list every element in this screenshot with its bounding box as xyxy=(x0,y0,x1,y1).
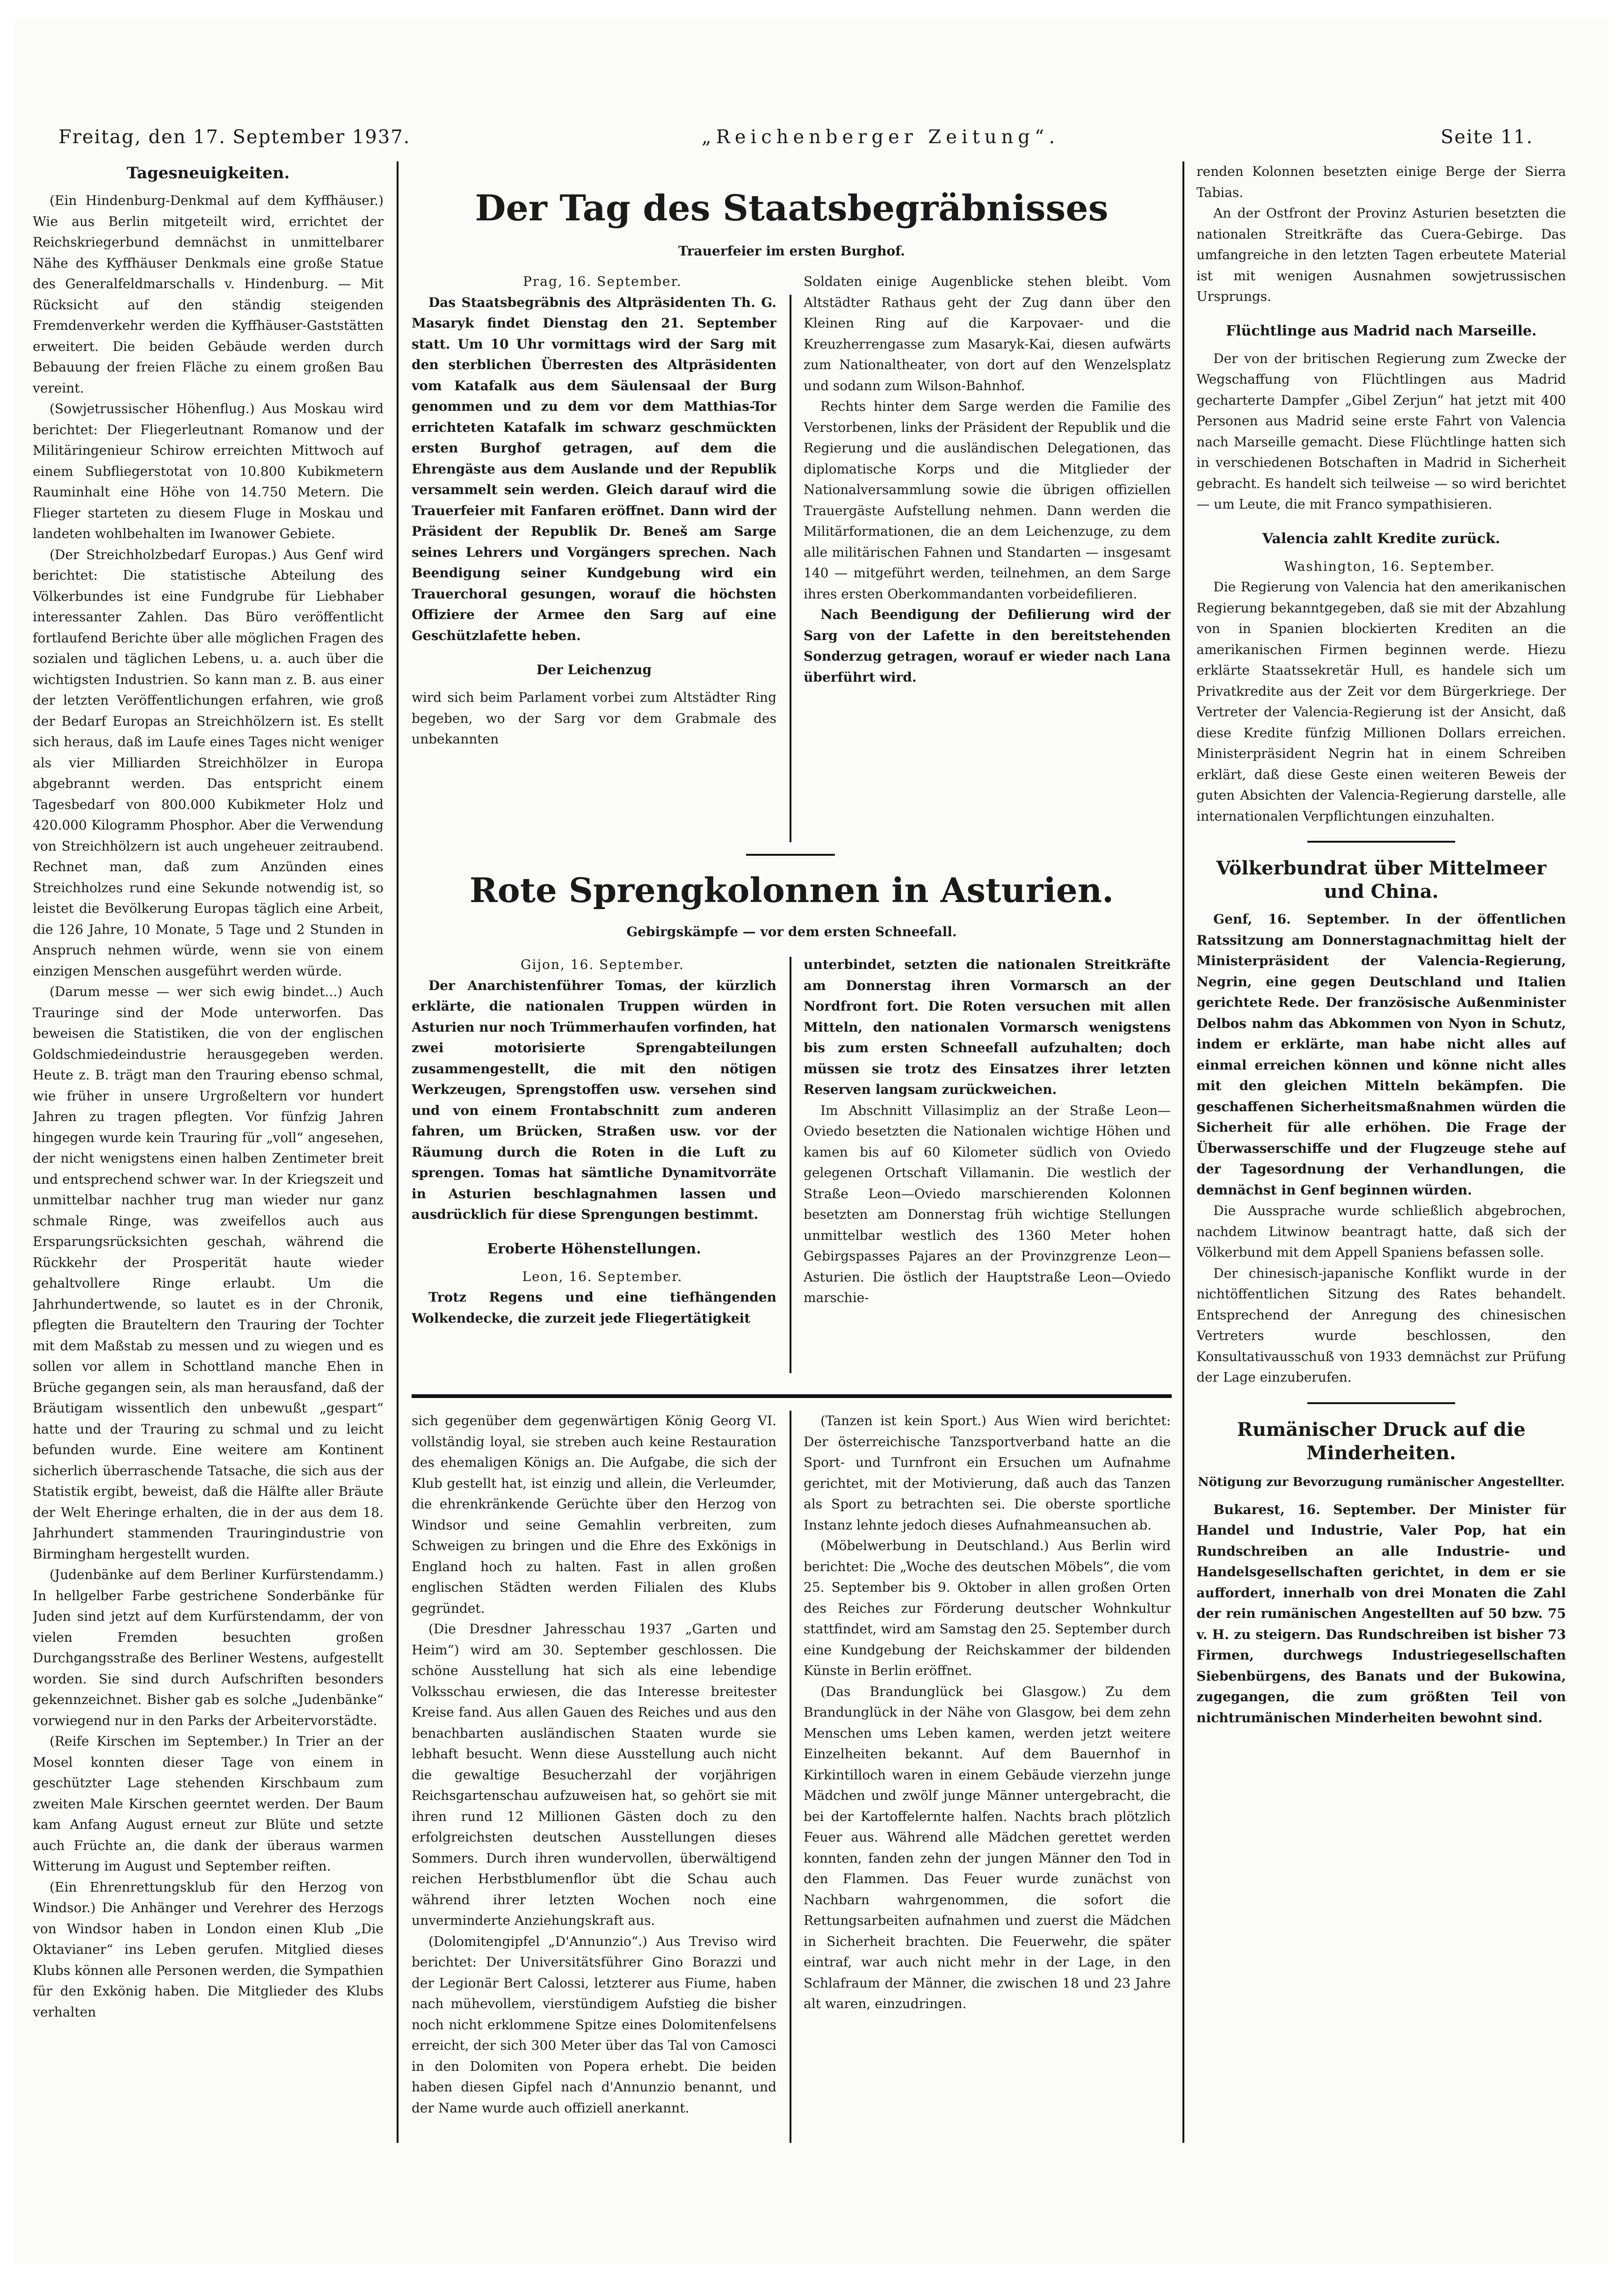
article-column xyxy=(804,954,1171,1380)
column-foreign-news xyxy=(1196,161,1566,2145)
article-paragraph: Die Aussprache wurde schließlich abgebrochen, nachdem Litwinow beantragt hatte, daß sich der Völkerbund mit dem Appell Spaniens befassen solle. xyxy=(1196,1203,1566,1260)
section-title: Valencia zahlt Kredite zurück. xyxy=(1262,530,1501,547)
column-rule xyxy=(790,957,791,1373)
article-paragraph: wird sich beim Parlament vorbei zum Altstädter Ring begeben, wo der Sarg vor dem Grabmale des unbekannten xyxy=(412,690,776,747)
article-title: Der Tag des Staatsbegräbnisses xyxy=(475,187,1109,229)
article-paragraph: Trotz Regens und eine tiefhängenden Wolkendecke, die zurzeit jede Fliegertätigkeit xyxy=(412,1289,776,1326)
news-item: (Dolomitengipfel „D'Annunzio“.) Aus Treviso wird berichtet: Der Universitätsführer Gino Borazzi und der Legionär Bert Calossi, letzterer aus Fiume, haben nach mühevollem, vierstündigem Aufstieg die bisher noch nicht erklommene Spitze eines Dolomitenfelsens erreicht, der sich 300 Meter über das Tal von Camosci in den Dolomiten von Popera erhebt. Die beiden haben diesen Gipfel nach d'Annunzio benannt, und der Name wurde auch offiziell anerkannt. xyxy=(412,1933,776,2116)
news-item: (Der Streichholzbedarf Europas.) Aus Genf wird berichtet: Die statistische Abteilung des Völkerbundes ist eine Fundgrube für Liebhaber interessanter Zahlen. Das Büro veröffentlicht fortlaufend Berichte über alle möglichen Fragen des sozialen und täglichen Lebens, u. a. auch über die wichtigsten Industrien. So kann man z. B. aus einer der letzten Veröffentlichungen erfahren, wie groß der Bedarf Europas an Streichhölzern ist. Es stellt sich heraus, daß im Laufe eines Tages nicht weniger als vier Milliarden Streichhölzer in Europa abgebrannt werden. Das entspricht einem Tagesbedarf von 800.000 Kubikmeter Holz und 420.000 Kilogramm Phosphor. Aber die Verwendung von Streichhölzern ist auch ungeheuer zeitraubend. Rechnet man, daß zum Anzünden eines Streichholzes rund eine Sekunde notwendig ist, so leistet die Bevölkerung Europas täglich eine Arbeit, die 126 Jahre, 10 Monate, 5 Tage und 2 Stunden in Anspruch nehmen würde, wenn sie von einem einzigen Menschen ausgeführt werden würde. xyxy=(33,546,384,979)
article-paragraph: Die Regierung von Valencia hat den amerikanischen Regierung bekanntgegeben, daß sie mit der Abzahlung von in Spanien blockierten Krediten an die amerikanischen Firmen beginnen werde. Hiezu erklärte Staatssekretär Hull, es handele sich um Privatkredite aus der Zeit vor dem Bürgerkriege. Der Vertreter der Valencia-Regierung ist der Ansicht, daß diese Kredite fünfzig Millionen Dollars erreichen. Ministerpräsident Negrin hat in einem Schreiben erklärt, daß diese Geste einen weiteren Beweis der guten Absichten der Valencia-Regierung darstelle, alle internationalen Verpflichtungen einzuhalten. xyxy=(1196,579,1566,824)
section-title: Völkerbundrat über Mittelmeer und China. xyxy=(1216,857,1546,903)
column-rule xyxy=(397,161,399,2143)
article-paragraph: Nach Beendigung der Defilierung wird der Sarg von der Lafette in den bereitstehenden Sonderzug getragen, worauf er wieder nach Lana überführt wird. xyxy=(804,607,1171,685)
column-local-news xyxy=(33,161,384,2145)
section-rule xyxy=(412,1394,1172,1398)
section-rule xyxy=(1307,1402,1455,1404)
section-title: Tagesneuigkeiten. xyxy=(126,164,290,182)
header-page-number: Seite 11. xyxy=(1441,126,1533,148)
news-item: (Die Dresdner Jahresschau 1937 „Garten und Heim“) wird am 30. September geschlossen. Die schöne Ausstellung hat sich als eine lebendige Volksschau erwiesen, die das Interesse breitester Kreise fand. Aus allen Gauen des Reiches und aus den benachbarten ausländischen Staaten wurde sie lebhaft besucht. Wenn diese Ausstellung auch nicht die gewaltige Besucherzahl der vorjährigen Reichsgartenschau aufzuweisen hat, so gehört sie mit ihren rund 12 Millionen Gästen doch zu den erfolgreichsten deutschen Ausstellungen dieses Sommers. Durch ihren wundervollen, überwältigend reichen Herbstblumenflor übt die Schau auch während ihrer letzten Wochen noch eine unverminderte Anziehungskraft aus. xyxy=(412,1621,776,1928)
news-item: (Judenbänke auf dem Berliner Kurfürstendamm.) In hellgelber Farbe gestrichene Sonderbänke für Juden sind jetzt auf dem Kurfürstendamm, der von vielen Fremden besuchten großen Durchgangsstraße des Berliner Westens, aufgestellt worden. Sie sind durch Aufschriften besonders gekennzeichnet. Bisher gab es solche „Judenbänke“ vorwiegend nur in den Parks der Arbeitervorstädte. xyxy=(33,1567,384,1728)
article-subtitle: Gebirgskämpfe — vor dem ersten Schneefall. xyxy=(626,924,957,939)
article-paragraph: Rechts hinter dem Sarge werden die Familie des Verstorbenen, links der Präsident der Republik und die Regierung und die ausländischen Delegationen, das diplomatische Korps und die Mitglieder der Nationalversammlung sowie die übrigen offiziellen Trauergäste Aufstellung nehmen. Dann werden die Militärformationen, die an dem Leichenzuge, zu dem alle militärischen Fahnen und Standarten — insgesamt 140 — mitgeführt werden, teilnehmen, an dem Sarge ihres ersten Oberkommandanten vorbeidefilieren. xyxy=(804,399,1171,602)
subheading: Eroberte Höhenstellungen. xyxy=(487,1240,701,1257)
news-item: (Möbelwerbung in Deutschland.) Aus Berlin wird berichtet: Die „Woche des deutschen Möbels“, die vom 25. September bis 9. Oktober in allen großen Orten des Reiches zur Förderung deutscher Wohnkultur stattfindet, wird am Samstag den 25. September durch eine Kundgebung der Reichskammer der bildenden Künste in Berlin eröffnet. xyxy=(804,1538,1171,1678)
article-paragraph: Genf, 16. September. In der öffentlichen Ratssitzung am Donnerstagnachmittag hielt der Ministerpräsident der Valencia-Regierung, Negrin, eine gegen Deutschland und Italien gerichtete Rede. Der französische Außenminister Delbos nahm das Abkommen von Nyon in Schutz, indem er erklärte, man habe nicht alles auf einmal erreichen können und könne nicht alles mit den gleichen Mitteln bekämpfen. Die geschaffenen Sicherheitsmaßnahmen würden die Sicherheit für alle erhöhen. Die Frage der Überwasserschiffe und der Flugzeuge stehe auf der Tagesordnung der Verhandlungen, die demnächst in Genf beginnen würden. xyxy=(1196,911,1566,1198)
news-item: (Das Brandunglück bei Glasgow.) Zu dem Brandunglück in der Nähe von Glasgow, bei dem zehn Menschen ums Leben kamen, werden jetzt weitere Einzelheiten bekannt. Auf dem Bauernhof in Kirkintilloch waren in einem Gebäude vierzehn junge Mädchen und zwölf junge Männer untergebracht, die bei der Kartoffelernte halfen. Nachts brach plötzlich Feuer aus. Während alle Mädchen gerettet werden konnten, fanden zehn der jungen Männer den Tod in den Flammen. Das Feuer wurde zunächst von Nachbarn wahrgenommen, die sofort die Rettungsarbeiten aufnahmen und zuerst die Mädchen in Sicherheit brachten. Die Feuerwehr, die später eintraf, war auch nicht mehr in der Lage, in den Schlafraum der Männer, die zwischen 18 und 23 Jahre alt waren, einzudringen. xyxy=(804,1683,1171,2011)
section-subtitle: Nötigung zur Bevorzugung rumänischer Angestellter. xyxy=(1197,1475,1565,1489)
section-title: Flüchtlinge aus Madrid nach Marseille. xyxy=(1225,322,1537,339)
header-date: Freitag, den 17. September 1937. xyxy=(58,126,411,148)
column-rule xyxy=(790,1411,791,2143)
dateline: Washington, 16. September. xyxy=(1284,558,1495,574)
column-rule xyxy=(790,295,791,842)
article-title: Rote Sprengkolonnen in Asturien. xyxy=(469,870,1114,910)
article-paragraph: Der Anarchistenführer Tomas, der kürzlich erklärte, die nationalen Truppen würden in Asturien nur noch Trümmerhaufen vorfinden, hat zwei motorisierte Sprengabteilungen zusammengestellt, die mit den nötigen Werkzeugen, Sprengstoffen usw. versehen sind und von einem Frontabschnitt zum anderen fahren, um Brücken, Straßen usw. vor der Räumung durch die Roten in die Luft zu sprengen. Tomas hat sämtliche Dynamitvorräte in Asturien beschlagnahmen lassen und ausdrücklich für diese Sprengungen bestimmt. xyxy=(412,977,776,1222)
news-item: (Ein Ehrenrettungsklub für den Herzog von Windsor.) Die Anhänger und Verehrer des Herzogs von Windsor haben in London einen Klub „Die Oktavianer“ ins Leben gerufen. Mitglied dieses Klubs können alle Personen werden, die Sympathien für den Exkönig haben. Die Mitglieder des Klubs verhalten xyxy=(33,1879,384,2020)
article-paragraph: Bukarest, 16. September. Der Minister für Handel und Industrie, Valer Pop, hat ein Rundschreiben an alle Industrie- und Handelsgesellschaften gerichtet, in dem er sie auffordert, innerhalb von drei Monaten die Zahl der rein rumänischen Angestellten auf 50 bzw. 75 v. H. zu steigern. Das Rundschreiben ist bisher 73 Firmen, durchwegs Industriegesellschaften Siebenbürgens, des Banats und der Bukowina, zugegangen, die zum größten Teil von nichtrumänischen Minderheiten bewohnt sind. xyxy=(1196,1501,1566,1726)
section-rule xyxy=(1307,841,1455,843)
column-rule xyxy=(1182,161,1184,2143)
article-paragraph: An der Ostfront der Provinz Asturien besetzten die nationalen Streitkräfte das Cuera-Gebirge. Das umfangreiche in den letzten Tagen erbeutete Material ist mit wenigen Ausnahmen sowjetrussischen Ursprungs. xyxy=(1196,205,1566,304)
column-news-continued xyxy=(412,1411,776,2145)
section-title: Rumänischer Druck auf die Minderheiten. xyxy=(1237,1418,1526,1464)
dateline: Leon, 16. September. xyxy=(522,1268,683,1284)
news-item: (Darum messe — wer sich ewig bindet...) Auch Trauringe sind der Mode unterworfen. Das beweisen die Statistiken, die von der englischen Goldschmiedeindustrie herausgegeben werden. Heute z. B. trägt man den Trauring ebenso schmal, wie früher in unsere Urgroßeltern vor hundert Jahren zu tragen pflegten. Vor fünfzig Jahren hingegen wurde kein Trauring für „voll“ angesehen, der nicht wenigstens einen halben Zentimeter breit und entsprechend schwer war. In der Kriegszeit und unmittelbar nachher trug man wieder nur ganz schmale Ringe, was zweifellos auch aus Ersparungsrücksichten geschah, während die Rückkehr der Prosperität haute wieder gehaltvollere Ringe erlaubt. Um die Jahrhundertwende, so lautet es in der Chronik, pflegten die Brauteltern den Trauring der Tochter mit dem Maßstab zu messen und zu wiegen und es sollen vor allem in Schottland manche Ehen in Brüche gegangen sein, als man herausfand, daß der Bräutigam wissentlich den unbewußt „gespart“ hatte und der Trauring zu schmal und zu leicht befunden wurde. Eine weitere am Kontinent sicherlich überraschende Tatsache, die sich aus der Statistik ergibt, beweist, daß die Hälfte aller Bräute der Welt Eheringe erhalten, die in der aus dem 18. Jahrhundert stammenden Trauringindustrie von Birmingham hergestellt wurden. xyxy=(33,984,384,1562)
news-item: (Sowjetrussischer Höhenflug.) Aus Moskau wird berichtet: Der Fliegerleutnant Romanow und der Militäringenieur Schirow erreichten Mittwoch auf einem Subfliegerstotat von 10.800 Kubikmetern Rauminhalt eine Höhe von 14.750 Metern. Die Flieger starteten zu diesem Fluge in Moskau und landeten wohlbehalten im Iwanower Gebiete. xyxy=(33,401,384,541)
section-rule xyxy=(746,854,835,856)
article-paragraph: renden Kolonnen besetzten einige Berge der Sierra Tabias. xyxy=(1196,164,1566,200)
newspaper-page xyxy=(14,19,1608,2265)
subheading: Der Leichenzug xyxy=(536,662,652,677)
dateline: Gijon, 16. September. xyxy=(521,957,684,972)
dateline: Prag, 16. September. xyxy=(523,274,682,289)
article-subtitle: Trauerfeier im ersten Burghof. xyxy=(678,243,905,259)
article-column xyxy=(412,954,776,1380)
article-paragraph: unterbindet, setzten die nationalen Streitkräfte am Donnerstag ihren Vormarsch an der Nordfront fort. Die Roten versuchen mit allen Mitteln, den nationalen Vormarsch wenigstens bis zum ersten Schneefall aufzuhalten; doch müssen sie trotz des Einsatzes ihrer letzten Reserven langsam zurückweichen. xyxy=(804,957,1171,1097)
column-news-continued xyxy=(804,1411,1171,2145)
article-paragraph: Im Abschnitt Villasimpliz an der Straße Leon—Oviedo besetzten die Nationalen wichtige Höhen und kamen bis auf 60 Kilometer südlich von Oviedo gelegenen Ortschaft Villamanin. Die westlich der Straße Leon—Oviedo marschierenden Kolonnen besetzten am Donnerstag früh wichtige Stellungen unmittelbar westlich des 1360 Meter hohen Gebirgspasses Pajares an der Provinzgrenze Leon—Asturien. Die östlich der Hauptstraße Leon—Oviedo marschie- xyxy=(804,1102,1171,1305)
article-column xyxy=(804,271,1171,847)
article-paragraph: Das Staatsbegräbnis des Altpräsidenten Th. G. Masaryk findet Dienstag den 21. September statt. Um 10 Uhr vormittags wird der Sarg mit den sterblichen Überresten des Altpräsidenten vom Katafalk aus dem Säulensaal der Burg genommen und zu dem vor dem Matthias-Tor errichteten Katafalk im schwarz geschmückten ersten Burghof getragen, auf dem die Ehrengäste aus dem Auslande und der Republik versammelt sein werden. Gleich darauf wird die Trauerfeier mit Fanfaren eröffnet. Dann wird der Präsident der Republik Dr. Beneš am Sarge seines Lehrers und Vorgängers sprechen. Nach Beendigung seiner Kundgebung wird ein Trauerchoral gesungen, worauf die höchsten Offiziere der Armee den Sarg auf eine Geschützlafette heben. xyxy=(412,294,776,643)
news-item: (Reife Kirschen im September.) In Trier an der Mosel konnten dieser Tage von einem in geschützter Lage stehenden Kirschbaum zum zweiten Male Kirschen geerntet werden. Der Baum kam Anfang August erneut zur Blüte und setzte auch Früchte an, die dank der überaus warmen Witterung im August und September reiften. xyxy=(33,1733,384,1874)
article-paragraph: Soldaten einige Augenblicke stehen bleibt. Vom Altstädter Rathaus geht der Zug dann über den Kleinen Ring auf die Karpovaer- und die Kreuzherrengasse zum Masaryk-Kai, diesen aufwärts zum Nationaltheater, von dort auf den Wenzelsplatz und sodann zum Wilson-Bahnhof. xyxy=(804,274,1171,393)
news-item: (Ein Hindenburg-Denkmal auf dem Kyffhäuser.) Wie aus Berlin mitgeteilt wird, errichtet der Reichskriegerbund demnächst in unmittelbarer Nähe des Kyffhäuser Denkmals eine große Statue des Generalfeldmarschalls v. Hindenburg. — Mit Rücksicht auf den ständig steigenden Fremdenverkehr werden die Kyffhäuser-Gaststätten erweitert. Die beiden Gebäude werden durch Bebauung der freien Fläche zu einem großen Bau vereint. xyxy=(33,193,384,396)
news-item: sich gegenüber dem gegenwärtigen König Georg VI. vollständig loyal, sie streben auch keine Restauration des ehemaligen Königs an. Die Aufgabe, die sich der Klub gestellt hat, ist einzig und allein, die Verleumder, die ehrenkränkende Gerüchte über den Herzog von Windsor und seine Gemahlin verbreiten, zum Schweigen zu bringen und die Ehre des Exkönigs in England hoch zu halten. Fast in allen großen englischen Städten werden Filialen des Klubs gegründet. xyxy=(412,1413,776,1616)
news-item: (Tanzen ist kein Sport.) Aus Wien wird berichtet: Der österreichische Tanzsportverband hatte an die Sport- und Turnfront ein Ersuchen um Aufnahme gerichtet, mit der Motivierung, daß auch das Tanzen als Sport zu betrachten sei. Die oberste sportliche Instanz lehnte jedoch dieses Aufnahmeansuchen ab. xyxy=(804,1413,1171,1533)
article-paragraph: Der von der britischen Regierung zum Zwecke der Wegschaffung von Flüchtlingen aus Madrid gecharterte Dampfer „Gibel Zerjun“ hat jetzt mit 400 Personen aus Madrid seine erste Fahrt von Valencia nach Marseille gemacht. Diese Flüchtlinge hatten sich in verschiedenen Botschaften in Madrid in Sicherheit gebracht. Es handelt sich teilweise — so wird berichtet — um Leute, die mit Franco sympathisieren. xyxy=(1196,350,1566,512)
article-paragraph: Der chinesisch-japanische Konflikt wurde in der nichtöffentlichen Sitzung des Rates behandelt. Entsprechend der Anregung des chinesischen Vertreters wurde beschlossen, den Konsultativausschuß von 1933 demnächst zur Prüfung der Lage einzuberufen. xyxy=(1196,1265,1566,1385)
header-paper-name: „Reichenberger Zeitung“. xyxy=(702,126,1060,148)
article-column xyxy=(412,271,776,847)
